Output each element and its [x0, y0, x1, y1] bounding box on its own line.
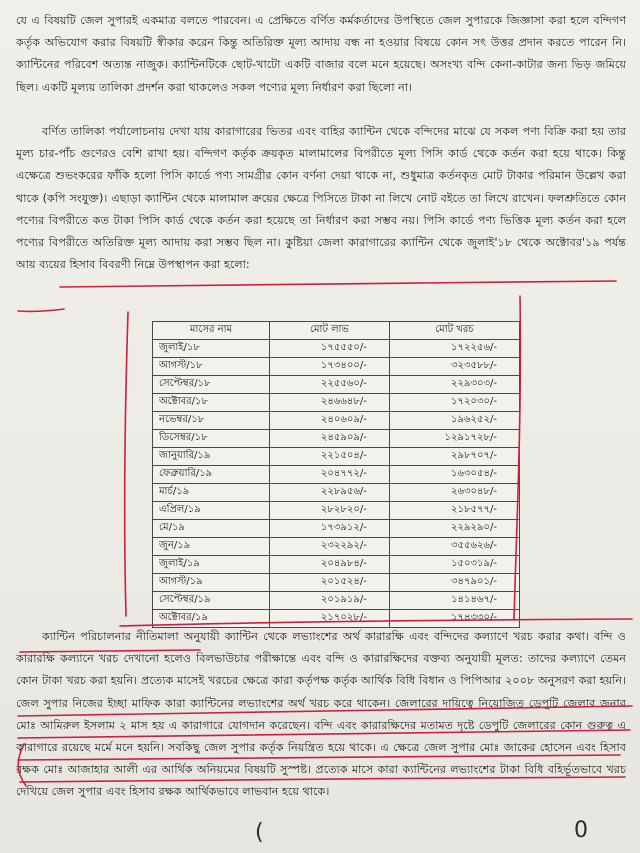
paragraph-intro: যে এ বিষয়টি জেল সুপারই একমাত্র বলতে পারবেন। এ প্রেক্ষিতে বর্ণিত কর্মকর্তাদের উপস্থিতে জেল সুপারকে জিজ্ঞাসা করা হলে বন্দিগণ কর্তৃক অভিযোগ করার বিষয়টি স্বীকার করেন কিন্তু অতিরিক্ত মূল্য আদায় বন্ধ না হওয়ার বিষয়ে কোন সৎ উত্তর প্রদান করতে পারেন নি। ক্যান্টিনের পরিবেশ অত্যন্ত নাজুক। ক্যান্টিনটিকে ছোট-খাটো একটি বাজার বলে মনে হয়েছে। অসংখ্য বন্দি কেনা-কাটার জন্য ভিড় জমিয়ে ছিল। একটি মূল্যয় তালিকা প্রদর্শন করা থাকলেও সকল পণ্যের মূল্য নির্ধারণ করা ছিলো না।	[16, 14, 626, 94]
cell-total-expense: ২১৮৫৭৭/-	[389, 502, 519, 520]
cell-month: মার্চ/১৯	[153, 484, 270, 502]
cell-total-profit: ২০১৫২৪/-	[270, 574, 390, 592]
table-row	[153, 538, 520, 556]
handwritten-mark-left: (	[255, 820, 264, 845]
cell-total-expense: ৩৪৭৯০১/-	[389, 574, 519, 592]
cell-month: আগস্ট/১৯	[153, 574, 270, 592]
cell-total-profit: ২০৪৯৮৪/-	[270, 556, 390, 574]
paragraph-price-list-review: বর্ণিত তালিকা পর্যালোচনায় দেখা যায় কারাগারের ভিতর এবং বাহির ক্যান্টিন থেকে বন্দিদের মাঝে যে সকল পণ্য বিক্রি করা হয় তার মূল্য চার-পাঁচ গুণেরও বেশি রাখা হয়। বন্দিগণ কর্তৃক ক্রয়কৃত মালামালের বিপরীতে মূল্য পিসি কার্ড থেকে কর্তন করা হয়ে থাকে। কিন্তু এক্ষেত্রে শুভংকরের ফাঁকি হলো পিসি কার্ডে পণ্য সামগ্রীর কোন বর্ণনা দেয়া থাকে না, শুধুমাত্র কর্তনকৃত মোট টাকার পরিমান উল্লেখ করা থাকে (কপি সংযুক্ত)। এছাড়া ক্যান্টিন থেকে মালামাল ক্রয়ের ক্ষেত্রে পিসিতে টাকা না লিখে নোট বইতে তা লিখে রাখেন। ফলশ্রুতিতে কোন পণ্যের বিপরীতে কত টাকা পিসি কার্ড থেকে কর্তন করা হয়েছে তা নির্ধারণ করা সম্ভব নয়। পিসি কার্ডে পণ্য ভিত্তিক মূল্য কর্তন করা হলে পণ্যের বিপরীতে অতিরিক্ত মূল্য আদায় করা সম্ভব ছিল না। কুষ্টিয়া জেলা কারাগারের ক্যান্টিন থেকে জুলাই'১৮ থেকে অক্টোবর'১৯ পর্যন্ত আয় ব্যয়ের হিসাব বিবরণী নিম্নে উপস্থাপন করা হলো:	[16, 125, 626, 272]
paragraph-canteen-policy-findings: ক্যান্টিন পরিচালনার নীতিমালা অনুযায়ী ক্যান্টিন থেকে লভ্যাংশের অর্থ কারারক্ষি এবং বন্দিদের কল্যাণে খরচ করার কথা। বন্দি ও কারারক্ষি কল্যানে খরচ দেখানো হলেও বিলভাউচার পরীক্ষান্তে এবং বন্দি ও কারারক্ষিদের বক্তব্য অনুযায়ী মূলত: তাদের কল্যাণে তেমন কোন টাকা খরচ করা হয়নি। প্রত্যেক মাসেই খরচের ক্ষেত্রে কারা কর্তৃপক্ষ কর্তৃক আর্থিক বিধি বিধান ও পিপিআর ২০০৮ অনুসরণ করা হয়নি। জেল সুপার নিজের ইচ্ছা মাফিক কারা ক্যান্টিনের লভ্যাংশের অর্থ খরচ করে থাকেন। জেলারের দায়িত্বে নিয়োজিত ডেপুটি জেলার জনাব মোঃ আমিরুল ইসলাম ২ মাস হয় এ কারাগারে যোগদান করেছেন। বন্দি এবং কারারক্ষিদের মতামত দৃষ্টে ডেপুটি জেলারের কোন গুরুত্ব এ কারাগারে রয়েছে মর্মে মনে হয়নি। সবকিছু জেল সুপার কর্তৃক নিয়ন্ত্রিত হয়ে থাকে। এ ক্ষেত্রে জেল সুপার মোঃ জাকের হোসেন এবং হিসাব রক্ষক মোঃ আজাহার আলী এর আর্থিক অনিয়মের বিষয়টি সুস্পষ্ট। প্রত্যেক মাসে কারা ক্যান্টিনের লভ্যাংশের টাকা বিধি বহির্ভূতভাবে খরচ দেখিয়ে জেল সুপার এবং হিসাব রক্ষক আর্থিকভাবে লাভবান হয়ে থাকে।	[16, 630, 626, 799]
header-month: মাসের নাম	[153, 322, 270, 340]
cell-total-expense: ১৫০৩১৯/-	[389, 556, 519, 574]
cell-total-profit: ১৭৩৪০০/-	[270, 358, 390, 376]
handwritten-mark-right: 0	[574, 818, 588, 843]
cell-total-profit: ২১৭০২৮/-	[270, 610, 390, 628]
cell-total-expense: ১৭৪৩৩০/-	[389, 610, 519, 628]
cell-month: আগস্ট/১৮	[153, 358, 270, 376]
table-row	[153, 610, 520, 628]
cell-total-profit: ২২৮৯৫৬/-	[270, 484, 390, 502]
cell-total-profit: ২২১৫০৪/-	[270, 448, 390, 466]
cell-month: অক্টোবর/১৯	[153, 610, 270, 628]
cell-total-expense: ২২৯২৯০/-	[389, 520, 519, 538]
cell-month: জানুয়ারি/১৯	[153, 448, 270, 466]
table-row	[153, 520, 520, 538]
cell-month: ফেব্রুয়ারি/১৯	[153, 466, 270, 484]
table-row	[153, 484, 520, 502]
cell-total-profit: ২৪৬৬৪৮/-	[270, 394, 390, 412]
cell-total-profit: ২০১৯১৯/-	[270, 592, 390, 610]
table-row	[153, 502, 520, 520]
cell-total-profit: ২২৫৫৬০/-	[270, 376, 390, 394]
cell-total-profit: ২৮২৮২০/-	[270, 502, 390, 520]
table-row	[153, 430, 520, 448]
cell-total-expense: ৩২৩৫৮৮/-	[389, 358, 519, 376]
table-row	[153, 466, 520, 484]
cell-total-expense: ৩৫৫৬২৬/-	[389, 538, 519, 556]
header-total-profit: মোট লাভ	[270, 322, 390, 340]
cell-total-expense: ১৭২২৫৬/-	[389, 340, 519, 358]
cell-month: নভেম্বর/১৮	[153, 412, 270, 430]
cell-total-expense: ১৬৩০৫৪/-	[389, 466, 519, 484]
underline-p2-last	[60, 281, 616, 287]
cell-total-profit: ২০৪৭৭২/-	[270, 466, 390, 484]
table-row	[153, 358, 520, 376]
cell-total-expense: ১২৯১৭২৮/-	[389, 430, 519, 448]
table-row	[153, 340, 520, 358]
table-row	[153, 592, 520, 610]
cell-total-profit: ২৪৫৯০৯/-	[270, 430, 390, 448]
cell-total-expense: ২৬৩০৪৮/-	[389, 484, 519, 502]
cell-month: ডিসেম্বর/১৮	[153, 430, 270, 448]
cell-total-profit: ২৪০৬০৯/-	[270, 412, 390, 430]
header-total-expense: মোট খরচ	[389, 322, 519, 340]
cell-month: জুলাই/১৮	[153, 340, 270, 358]
table-row	[153, 376, 520, 394]
table-header-row	[153, 322, 520, 340]
cell-month: জুলাই/১৯	[153, 556, 270, 574]
table-row	[153, 574, 520, 592]
cell-month: সেপ্টেম্বর/১৮	[153, 376, 270, 394]
cell-total-expense: ১৯৬২৫২/-	[389, 412, 519, 430]
cell-total-expense: ২৯৮৭০৭/-	[389, 448, 519, 466]
table-row	[153, 556, 520, 574]
table-row	[153, 394, 520, 412]
table-body	[153, 340, 520, 628]
cell-month: জুন/১৯	[153, 538, 270, 556]
canteen-income-expense-table	[152, 321, 520, 628]
margin-line-left	[125, 312, 128, 616]
underline-p2-hola	[18, 309, 64, 311]
cell-total-expense: ১৪১৪৬৭/-	[389, 592, 519, 610]
cell-total-profit: ১৭৩৯১২/-	[270, 520, 390, 538]
cell-month: সেপ্টেম্বর/১৯	[153, 592, 270, 610]
cell-month: অক্টোবর/১৮	[153, 394, 270, 412]
cell-month: এপ্রিল/১৯	[153, 502, 270, 520]
cell-total-expense: ২২৯৩০৩/-	[389, 376, 519, 394]
table-row	[153, 412, 520, 430]
cell-month: মে/১৯	[153, 520, 270, 538]
cell-total-expense: ১৭২০৩০/-	[389, 394, 519, 412]
table-row	[153, 448, 520, 466]
cell-total-profit: ১৭৫৫৫০/-	[270, 340, 390, 358]
cell-total-profit: ২৩২২৯২/-	[270, 538, 390, 556]
